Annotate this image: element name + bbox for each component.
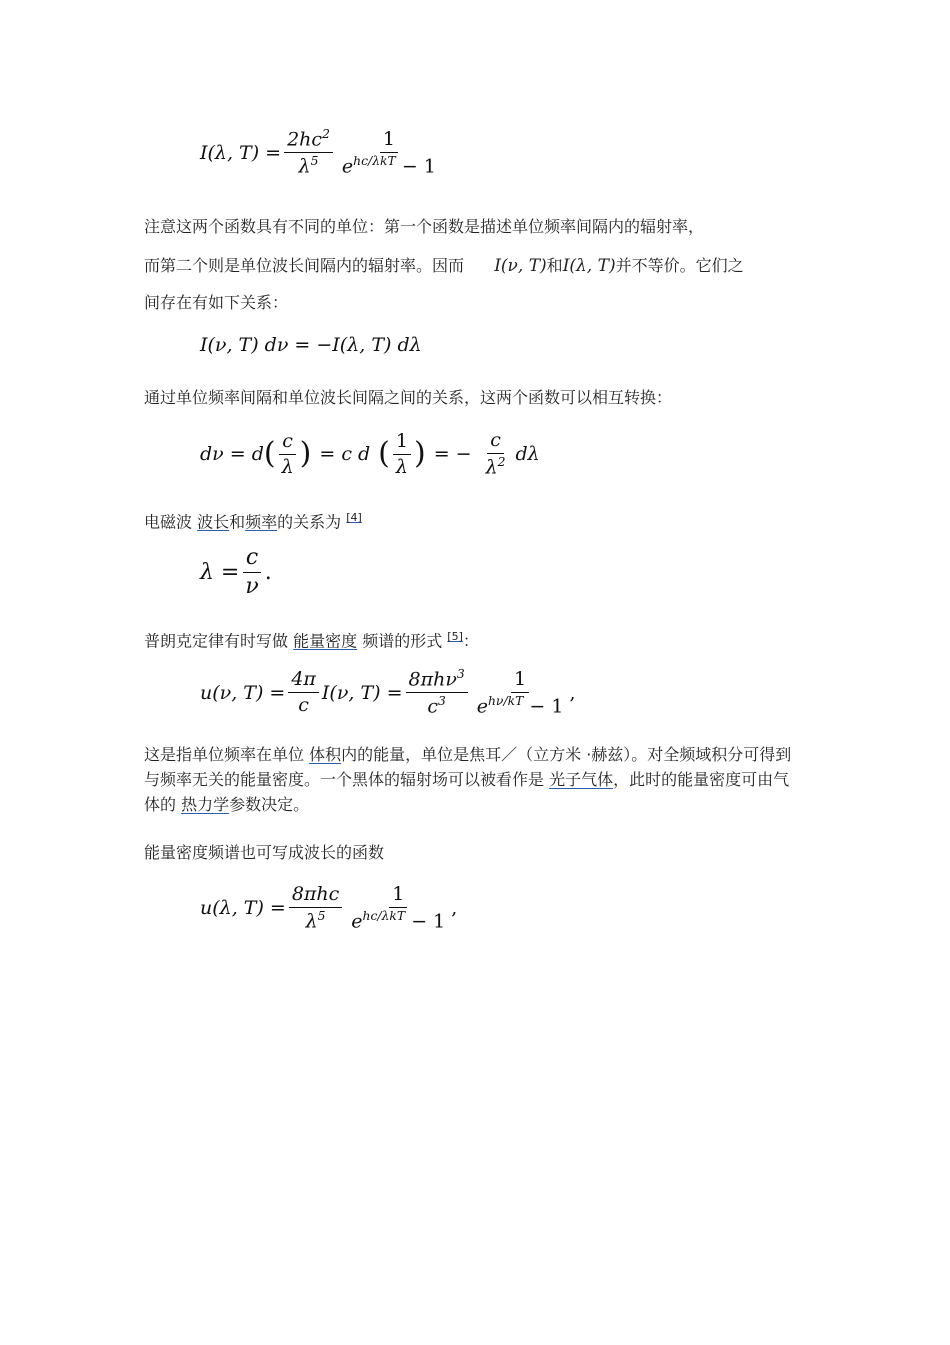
fraction: $\frac{4\pi}{c}$ [288,669,319,716]
link-photon-gas[interactable]: 光子气体 [549,770,614,789]
fraction: $\frac{1}{e^{hc/\lambda kT} - 1}$ [351,883,446,933]
paragraph-wavelength-frequency: 电磁波 波长和频率的关系为 [4] [144,511,362,532]
fraction: $\frac{c}{\nu}$ [242,546,261,599]
link-volume[interactable]: 体积 [309,745,342,764]
paragraph-units-note-line2: 而第二个则是单位波长间隔内的辐射率。因而 I(ν, T)和I(λ, T)并不等价。它们之 [144,256,744,276]
inline-math: I(λ, T) [562,256,616,276]
link-thermodynamics[interactable]: 热力学 [181,795,230,814]
paragraph-energy-density: 普朗克定律有时写做 能量密度 频谱的形式 [5]： [144,630,479,651]
fraction: $\frac{2hc^2}{\lambda^5}$ [284,128,333,177]
paragraph-wavelength-function: 能量密度频谱也可写成波长的函数 [144,843,385,862]
paragraph-units-note: 注意这两个函数具有不同的单位：第一个函数是描述单位频率间隔内的辐射率， [144,217,705,236]
fraction: $\frac{c}{\lambda}$ [279,431,297,478]
paragraph-conversion: 通过单位频率间隔和单位波长间隔之间的关系，这两个函数可以相互转换： [144,388,673,407]
formula-u-nu: u(ν, T) = $\frac{4\pi}{c}$ I(ν, T) = $\frac{8\pi h\nu^3}{c^3}$ $\frac{1}{e^{h\nu/kT} - 1}$ , [200,667,576,718]
reference-4[interactable]: [4] [346,511,362,524]
fraction: $\frac{8\pi h\nu^3}{c^3}$ [406,668,468,717]
link-energy-density[interactable]: 能量密度 [293,631,358,651]
fraction: $\frac{\text{8πhc}}{\lambda^5}$ [289,884,342,932]
reference-5[interactable]: [5] [447,630,463,643]
link-wavelength[interactable]: 波长 [197,512,230,532]
fraction: $\frac{c}{\lambda^2}$ [485,429,506,479]
inline-math: I(ν, T) [494,256,547,276]
paragraph-volume-energy: 这是指单位频率在单位 体积内的能量，单位是焦耳／（立方米 ·赫兹）。对全频域积分可得到与频率无关的能量密度。一个黑体的辐射场可以被看作是 光子气体，此时的能量密度可由气体的 热力学参数决定。 [144,745,792,814]
formula-dnu: dν = d ( $\frac{c}{\lambda}$ ) = c d ( $\frac{1}{\lambda}$ ) = − $\frac{c}{\lambda^2}$ dλ [200,429,540,479]
fraction: $\frac{1}{\lambda}$ [393,431,411,478]
formula-lambda: λ = $\frac{c}{\nu}$ . [200,545,272,600]
paragraph-units-note-line3: 间存在有如下关系： [144,293,289,312]
fraction: $\frac{1}{e^{hc/\lambda kT} - 1}$ [341,127,436,177]
fraction: $\frac{1}{e^{h\nu/kT} - 1}$ [476,667,564,717]
formula-relation: I(ν, T) dν = −I(λ, T) dλ [200,334,422,356]
formula-lhs: I(λ, T) = [200,141,282,164]
formula-planck-wavelength [200,128,442,177]
link-frequency[interactable]: 频率 [245,512,278,532]
formula-u-lambda: u(λ, T) = $\frac{\text{8πhc}}{\lambda^5}$ $\frac{1}{e^{hc/\lambda kT} - 1}$ , [200,883,458,933]
